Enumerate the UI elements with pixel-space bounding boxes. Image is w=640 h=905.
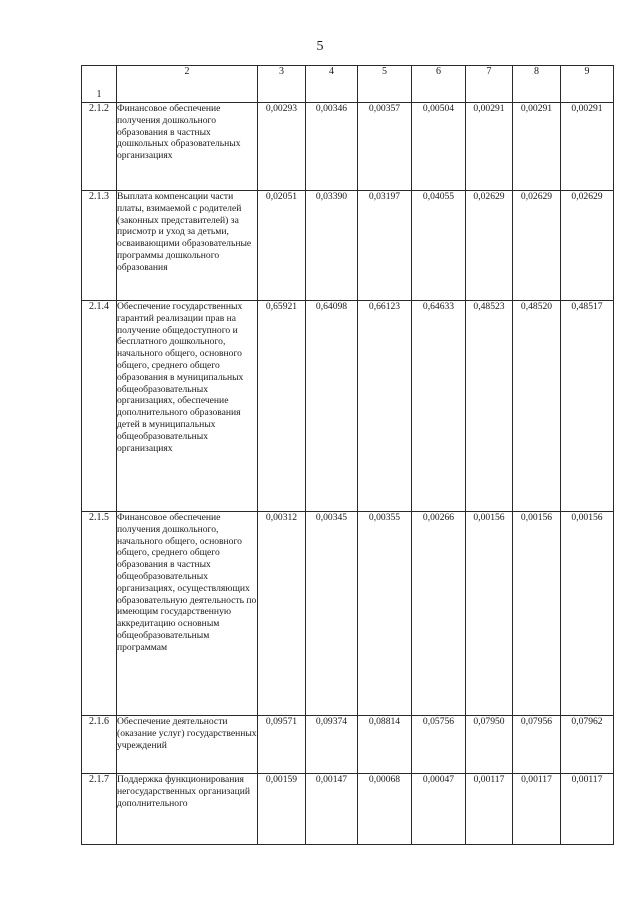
header-cell: 5: [358, 66, 412, 103]
row-description: Финансовое обеспечение получения дошкольного образования в частных дошкольных образовательных организациях: [117, 103, 258, 191]
value-cell: 0,00355: [358, 512, 412, 716]
row-description: Обеспечение государственных гарантий реализации прав на получение общедоступного и бесплатного дошкольного, начального общего, основного общего, среднего общего образования в муниципальных общеобразовательных организациях, обеспечение дополнительного образования детей в муниципальных общеобразовательных организациях: [117, 301, 258, 512]
value-cell: 0,05756: [412, 716, 466, 774]
value-cell: 0,09374: [306, 716, 358, 774]
row-number: 2.1.5: [82, 512, 117, 716]
value-cell: 0,07962: [561, 716, 614, 774]
header-cell: 8: [513, 66, 561, 103]
value-cell: 0,03390: [306, 191, 358, 301]
header-cell: 9: [561, 66, 614, 103]
value-cell: 0,00266: [412, 512, 466, 716]
value-cell: 0,64633: [412, 301, 466, 512]
value-cell: 0,00156: [561, 512, 614, 716]
value-cell: 0,07950: [466, 716, 513, 774]
row-number: 2.1.2: [82, 103, 117, 191]
header-cell: 7: [466, 66, 513, 103]
table-row: [82, 103, 614, 191]
value-cell: 0,64098: [306, 301, 358, 512]
value-cell: 0,00117: [466, 774, 513, 845]
row-description: Финансовое обеспечение получения дошкольного, начального общего, основного общего, среднего общего образования в частных общеобразовательных организациях, осуществляющих образовательную деятельность по имеющим государственную аккредитацию основным общеобразовательным программам: [117, 512, 258, 716]
header-row: [82, 66, 614, 103]
table-row: [82, 774, 614, 845]
value-cell: 0,00291: [466, 103, 513, 191]
value-cell: 0,00117: [513, 774, 561, 845]
value-cell: 0,00156: [513, 512, 561, 716]
value-cell: 0,00291: [561, 103, 614, 191]
table-row: [82, 716, 614, 774]
row-number: 2.1.6: [82, 716, 117, 774]
header-cell: 4: [306, 66, 358, 103]
table-row: [82, 301, 614, 512]
header-cell: 1: [82, 66, 117, 103]
value-cell: 0,00159: [258, 774, 306, 845]
row-number: 2.1.7: [82, 774, 117, 845]
header-cell: 3: [258, 66, 306, 103]
table-row: [82, 191, 614, 301]
row-description: Поддержка функционирования негосударственных организаций дополнительного: [117, 774, 258, 845]
value-cell: 0,03197: [358, 191, 412, 301]
value-cell: 0,48517: [561, 301, 614, 512]
row-number: 2.1.3: [82, 191, 117, 301]
table-row: [82, 512, 614, 716]
value-cell: 0,00156: [466, 512, 513, 716]
value-cell: 0,02051: [258, 191, 306, 301]
value-cell: 0,09571: [258, 716, 306, 774]
value-cell: 0,00047: [412, 774, 466, 845]
value-cell: 0,02629: [513, 191, 561, 301]
value-cell: 0,66123: [358, 301, 412, 512]
value-cell: 0,00312: [258, 512, 306, 716]
budget-table: [81, 65, 614, 845]
value-cell: 0,00147: [306, 774, 358, 845]
value-cell: 0,48523: [466, 301, 513, 512]
value-cell: 0,00293: [258, 103, 306, 191]
value-cell: 0,00117: [561, 774, 614, 845]
row-description: Выплата компенсации части платы, взимаемой с родителей (законных представителей) за присмотр и уход за детьми, осваивающими образовательные программы дошкольного образования: [117, 191, 258, 301]
header-cell: 2: [117, 66, 258, 103]
value-cell: 0,02629: [466, 191, 513, 301]
value-cell: 0,48520: [513, 301, 561, 512]
value-cell: 0,04055: [412, 191, 466, 301]
value-cell: 0,00291: [513, 103, 561, 191]
header-cell: 6: [412, 66, 466, 103]
value-cell: 0,00346: [306, 103, 358, 191]
value-cell: 0,07956: [513, 716, 561, 774]
value-cell: 0,08814: [358, 716, 412, 774]
value-cell: 0,00357: [358, 103, 412, 191]
page-number: 5: [316, 39, 324, 54]
row-description: Обеспечение деятельности (оказание услуг) государственных учреждений: [117, 716, 258, 774]
value-cell: 0,02629: [561, 191, 614, 301]
value-cell: 0,65921: [258, 301, 306, 512]
row-number: 2.1.4: [82, 301, 117, 512]
value-cell: 0,00068: [358, 774, 412, 845]
value-cell: 0,00345: [306, 512, 358, 716]
value-cell: 0,00504: [412, 103, 466, 191]
